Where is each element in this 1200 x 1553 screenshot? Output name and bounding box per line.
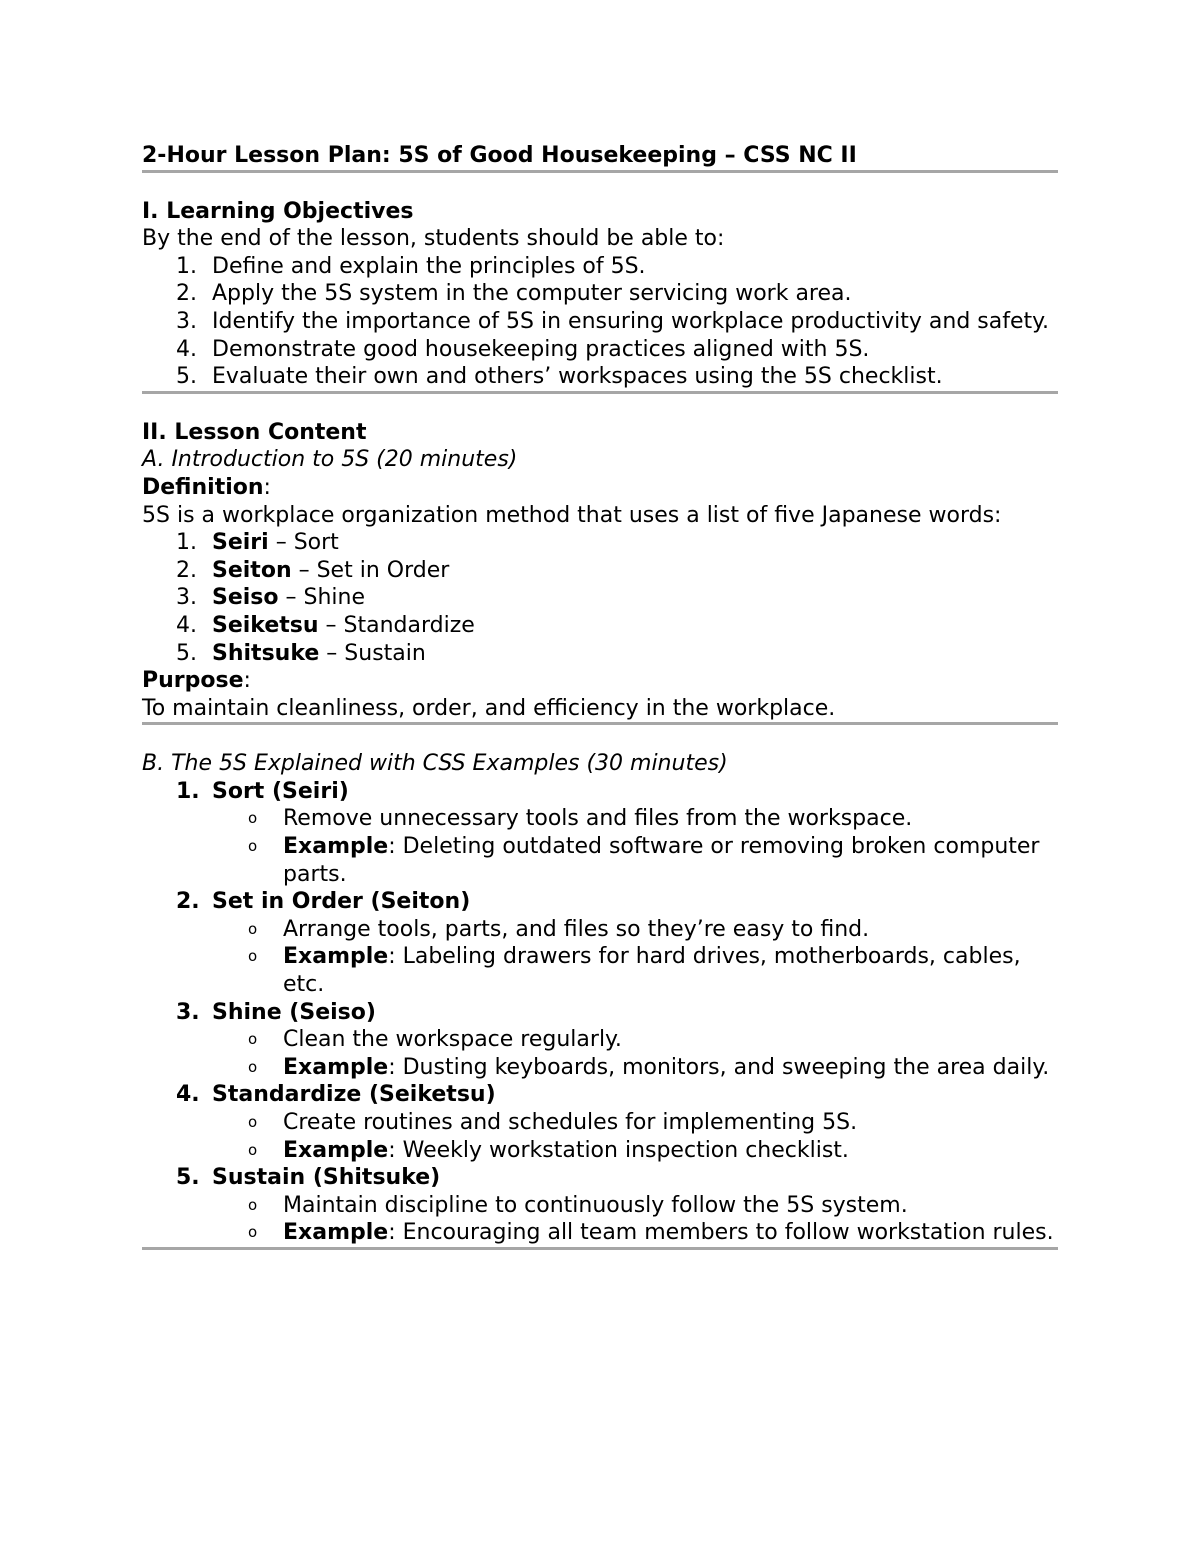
bullet-icon: o <box>248 809 258 828</box>
purpose-label-line <box>142 667 1058 695</box>
word-meaning: – Shine <box>278 585 366 611</box>
objectives-intro: By the end of the lesson, students should be able to: <box>142 226 725 252</box>
list-number: 2. <box>176 889 200 915</box>
list-number: 2. <box>176 557 197 583</box>
example-label: Example <box>283 944 389 970</box>
list-item <box>142 336 1058 364</box>
bullet-icon: o <box>248 947 258 966</box>
example-text: : Dusting keyboards, monitors, and sweeping the area daily. <box>388 1054 1050 1080</box>
list-number: 4. <box>176 1082 200 1108</box>
list-item <box>142 280 1058 308</box>
document-page <box>142 142 1058 1250</box>
objectives-list <box>142 253 1058 391</box>
description-text: Create routines and schedules for implementing 5S. <box>283 1110 858 1135</box>
list-number: 5. <box>176 640 197 666</box>
part-a-title: A. Introduction to 5S (20 minutes) <box>142 447 518 473</box>
example-label: Example <box>283 1054 389 1080</box>
step-example <box>142 1137 1058 1165</box>
document-title: 2-Hour Lesson Plan: 5S of Good Housekeeping – CSS NC II <box>142 143 857 168</box>
step-description <box>142 916 1058 944</box>
objective-text: Identify the importance of 5S in ensuring workplace productivity and safety. <box>212 308 1049 334</box>
bullet-icon: o <box>248 1195 258 1214</box>
list-number: 1. <box>176 253 197 279</box>
list-number: 3. <box>176 585 197 611</box>
list-item <box>142 612 1058 640</box>
list-item <box>142 584 1058 612</box>
list-number: 3. <box>176 308 197 334</box>
word-meaning: – Set in Order <box>291 557 450 583</box>
objective-text: Evaluate their own and others’ workspaces using the 5S checklist. <box>212 364 943 390</box>
bullet-icon: o <box>248 919 258 938</box>
step-example <box>142 943 1058 998</box>
list-number: 5. <box>176 1165 200 1191</box>
section-divider <box>142 391 1058 394</box>
list-item <box>142 529 1058 557</box>
bullet-icon: o <box>248 1057 258 1076</box>
description-text: Maintain discipline to continuously follow the 5S system. <box>283 1192 908 1218</box>
objective-text: Apply the 5S system in the computer servicing work area. <box>212 281 852 307</box>
objectives-heading: I. Learning Objectives <box>142 198 414 224</box>
list-item <box>142 557 1058 585</box>
list-number: 3. <box>176 999 200 1025</box>
bullet-icon: o <box>248 1113 258 1131</box>
definition-label: Definition <box>142 474 264 500</box>
list-item <box>142 640 1058 668</box>
step-title <box>142 999 1058 1027</box>
description-text: Clean the workspace regularly. <box>283 1027 622 1053</box>
step-example <box>142 1054 1058 1082</box>
purpose-text: To maintain cleanliness, order, and efficiency in the workplace. <box>142 695 836 721</box>
description-text: Arrange tools, parts, and files so they’re easy to find. <box>283 916 870 942</box>
example-label: Example <box>283 834 389 860</box>
purpose-label: Purpose <box>142 668 244 694</box>
section-divider <box>142 170 1058 173</box>
section-divider <box>142 1247 1058 1250</box>
part-b-title: B. The 5S Explained with CSS Examples (30 minutes) <box>142 751 728 777</box>
step-example <box>142 833 1058 888</box>
description-text: Remove unnecessary tools and files from the workspace. <box>283 806 913 832</box>
list-item <box>142 308 1058 336</box>
step-title <box>142 1081 1058 1109</box>
example-text: : Deleting outdated software or removing broken computer parts. <box>283 834 1040 887</box>
list-number: 1. <box>176 530 197 556</box>
list-number: 1. <box>176 778 200 804</box>
bullet-icon: o <box>248 1030 258 1049</box>
section-divider <box>142 722 1058 725</box>
step-title <box>142 888 1058 916</box>
step-description <box>142 1026 1058 1054</box>
content-heading: II. Lesson Content <box>142 419 367 445</box>
list-number: 4. <box>176 336 197 362</box>
word-term: Shitsuke <box>212 640 320 666</box>
word-term: Seiri <box>212 530 269 556</box>
word-term: Seiton <box>212 557 292 583</box>
step-title-text: Sustain (Shitsuke) <box>212 1165 441 1191</box>
bullet-icon: o <box>248 1223 258 1242</box>
example-label: Example <box>283 1137 389 1163</box>
objective-text: Demonstrate good housekeeping practices aligned with 5S. <box>212 336 870 362</box>
example-text: : Weekly workstation inspection checklist. <box>388 1137 849 1163</box>
step-description <box>142 1192 1058 1220</box>
purpose-colon: : <box>243 668 251 694</box>
steps-list <box>142 778 1058 1247</box>
example-text: : Labeling drawers for hard drives, motherboards, cables, etc. <box>283 944 1021 998</box>
list-item <box>142 363 1058 391</box>
step-title <box>142 778 1058 806</box>
japanese-words-list <box>142 529 1058 667</box>
list-item <box>142 253 1058 281</box>
step-example <box>142 1219 1058 1247</box>
word-meaning: – Sort <box>268 530 339 556</box>
list-number: 2. <box>176 281 197 307</box>
definition-text: 5S is a workplace organization method that uses a list of five Japanese words: <box>142 502 1002 528</box>
step-description <box>142 805 1058 833</box>
word-meaning: – Standardize <box>318 612 475 638</box>
definition-colon: : <box>263 474 271 500</box>
step-description <box>142 1109 1058 1137</box>
step-title-text: Shine (Seiso) <box>212 999 376 1025</box>
step-title-text: Standardize (Seiketsu) <box>212 1082 496 1108</box>
word-term: Seiketsu <box>212 612 319 638</box>
word-meaning: – Sustain <box>319 640 426 666</box>
list-number: 5. <box>176 364 197 390</box>
list-number: 4. <box>176 612 197 638</box>
definition-label-line <box>142 474 1058 502</box>
word-term: Seiso <box>212 585 279 611</box>
objective-text: Define and explain the principles of 5S. <box>212 253 646 279</box>
example-label: Example <box>283 1220 389 1246</box>
step-title-text: Sort (Seiri) <box>212 778 349 804</box>
step-title-text: Set in Order (Seiton) <box>212 889 471 915</box>
example-text: : Encouraging all team members to follow workstation rules. <box>388 1220 1054 1246</box>
bullet-icon: o <box>248 1140 258 1159</box>
bullet-icon: o <box>248 837 258 856</box>
step-title <box>142 1164 1058 1192</box>
